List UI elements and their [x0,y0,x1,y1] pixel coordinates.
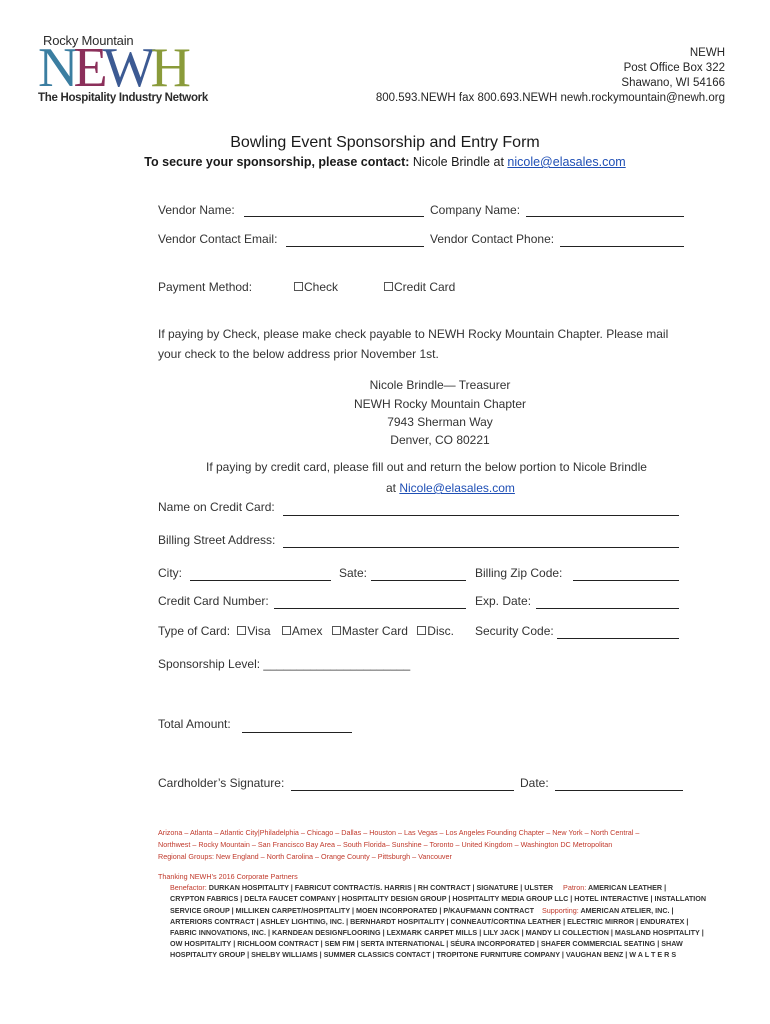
card-type-label: Type of Card: [158,624,231,638]
amex-label: Amex [291,624,323,638]
header-po-box: Post Office Box 322 [623,62,725,74]
contact-email-link[interactable]: nicole@elasales.com [507,155,626,169]
company-name-label: Company Name: [430,203,521,217]
check-instructions-line1: If paying by Check, please make check payable to NEWH Rocky Mountain Chapter. Please mail [158,327,669,341]
payment-method-label: Payment Method: [158,280,253,294]
visa-label: Visa [247,624,271,638]
vendor-email-label: Vendor Contact Email: [158,232,278,246]
footer-partners-line5: FABRIC INNOVATIONS, INC. | KARNDEAN DESIGNFLOORING | LEXMARK CARPET MILLS | LILY JACK | MANDY LI COLLECTION | MASLAND HOSPITALITY | [170,928,704,937]
cc-instructions-at [386,481,515,495]
credit-card-checkbox[interactable] [384,282,393,291]
sponsorship-level-field[interactable]: Sponsorship Level: ______________________ [158,657,411,671]
footer-chapters-line1: Arizona – Atlanta – Atlantic City|Philadelphia – Chicago – Dallas – Houston – Las Vegas – Los Angeles Founding Chapter – New York – North Central – [158,828,640,837]
total-amount-label: Total Amount: [158,717,231,731]
total-amount-field[interactable] [242,732,352,733]
logo-letter-h: H [150,37,186,99]
footer-partners-line2: CRYPTON FABRICS | DELTA FAUCET COMPANY | HOSPITALITY DESIGN GROUP | HOSPITALITY MEDIA GROUP LLC | HOTEL INTERACTIVE | INSTALLATION [170,894,707,903]
disc-option[interactable] [417,624,454,638]
header-city: Shawano, WI 54166 [621,77,725,89]
mastercard-checkbox[interactable] [332,626,341,635]
disc-label: Disc. [427,624,454,638]
footer-chapters-line2: Northwest – Rocky Mountain – San Francisco Bay Area – South Florida– Sunshine – Toronto – United Kingdom – Washington DC Metropolitan [158,840,613,849]
subtitle-name: Nicole Brindle at [409,155,508,169]
logo-letter-w: W [102,37,151,99]
patron-label: Patron: [563,883,587,892]
mail-address-line4: Denver, CO 80221 [390,433,490,447]
company-name-field[interactable] [526,216,684,217]
exp-date-label: Exp. Date: [475,594,532,608]
footer-partners-line6: OW HOSPITALITY | RICHLOOM CONTRACT | SEM FIM | SERTA INTERNATIONAL | SÉURA INCORPORATED | SHAFER COMMERCIAL SEATING | SHAW [170,939,683,948]
card-number-label: Credit Card Number: [158,594,269,608]
cc-instructions: If paying by credit card, please fill out and return the below portion to Nicole Brindle [206,460,647,474]
credit-card-label: Credit Card [394,280,456,294]
vendor-name-label: Vendor Name: [158,203,235,217]
billing-street-field[interactable] [283,547,679,548]
check-option[interactable] [294,280,338,294]
benefactor-list: DURKAN HOSPITALITY | FABRICUT CONTRACT/S. HARRIS | RH CONTRACT | SIGNATURE | ULSTER [206,883,554,892]
signature-field[interactable] [291,790,514,791]
credit-card-option[interactable] [384,280,455,294]
state-field[interactable] [371,580,466,581]
logo-tagline: The Hospitality Industry Network [38,92,208,104]
mail-address-line1: Nicole Brindle— Treasurer [369,378,511,392]
signature-date-label: Date: [520,776,549,790]
page-title: Bowling Event Sponsorship and Entry Form [230,134,540,151]
visa-checkbox[interactable] [237,626,246,635]
logo-chapter-name: Rocky Mountain [43,33,134,48]
cc-at-text: at [386,481,400,495]
name-on-card-label: Name on Credit Card: [158,500,275,514]
logo-letter-n: N [38,37,74,99]
mastercard-option[interactable] [332,624,408,638]
zip-label: Billing Zip Code: [475,566,563,580]
header-contact: 800.593.NEWH fax 800.693.NEWH newh.rockymountain@newh.org [375,92,725,104]
footer-thanking: Thanking NEWH’s 2016 Corporate Partners [158,872,298,881]
security-code-label: Security Code: [475,624,554,638]
signature-label: Cardholder’s Signature: [158,776,285,790]
cc-email-link[interactable]: Nicole@elasales.com [399,481,515,495]
footer-partners-line3 [170,905,674,917]
footer-chapters-line3: Regional Groups: New England – North Carolina – Orange County – Pittsburgh – Vancouver [158,852,452,861]
mail-address-line2: NEWH Rocky Mountain Chapter [353,397,527,411]
vendor-name-field[interactable] [244,216,424,217]
signature-date-field[interactable] [555,790,683,791]
patron-list: AMERICAN LEATHER | [586,883,667,892]
partners-line3a: SERVICE GROUP | MILLIKEN CARPET/HOSPITALITY | MOEN INCORPORATED | P/KAUFMANN CONTRACT [170,906,534,915]
page-subtitle [0,155,770,169]
city-label: City: [158,566,182,580]
zip-field[interactable] [573,580,679,581]
supporting-label: Supporting: [541,906,579,915]
vendor-email-field[interactable] [286,246,424,247]
footer-partners-line4: ARTERIORS CONTRACT | ASHLEY LIGHTING, INC. | BERNHARDT HOSPITALITY | CONNEAUT/CORTINA LEATHER | ELECTRIC MIRROR | ENDURATEX | [170,917,689,926]
subtitle-bold: To secure your sponsorship, please contact: [144,155,410,169]
security-code-field[interactable] [557,638,679,639]
visa-option[interactable] [237,624,270,638]
city-field[interactable] [190,580,331,581]
amex-checkbox[interactable] [282,626,291,635]
card-type-row [158,624,454,638]
logo-letter-e: E [73,37,103,99]
name-on-card-field[interactable] [283,515,679,516]
disc-checkbox[interactable] [417,626,426,635]
vendor-phone-label: Vendor Contact Phone: [430,232,555,246]
footer-partners-line1 [170,882,666,894]
check-label: Check [304,280,339,294]
header-org: NEWH [689,47,725,59]
amex-option[interactable] [282,624,323,638]
state-label: Sate: [339,566,368,580]
mail-address-line3: 7943 Sherman Way [387,415,493,429]
mastercard-label: Master Card [341,624,408,638]
exp-date-field[interactable] [536,608,679,609]
supporting-list: AMERICAN ATELIER, INC. | [578,906,674,915]
footer-partners-line7: HOSPITALITY GROUP | SHELBY WILLIAMS | SUMMER CLASSICS CONTACT | TROPITONE FURNITURE COMPANY | VAUGHAN BENZ | W A L T E R S [170,950,677,959]
check-instructions-line2: your check to the below address prior November 1st. [158,347,439,361]
vendor-phone-field[interactable] [560,246,684,247]
benefactor-label: Benefactor: [170,883,207,892]
check-checkbox[interactable] [294,282,303,291]
billing-street-label: Billing Street Address: [158,533,276,547]
card-number-field[interactable] [274,608,466,609]
